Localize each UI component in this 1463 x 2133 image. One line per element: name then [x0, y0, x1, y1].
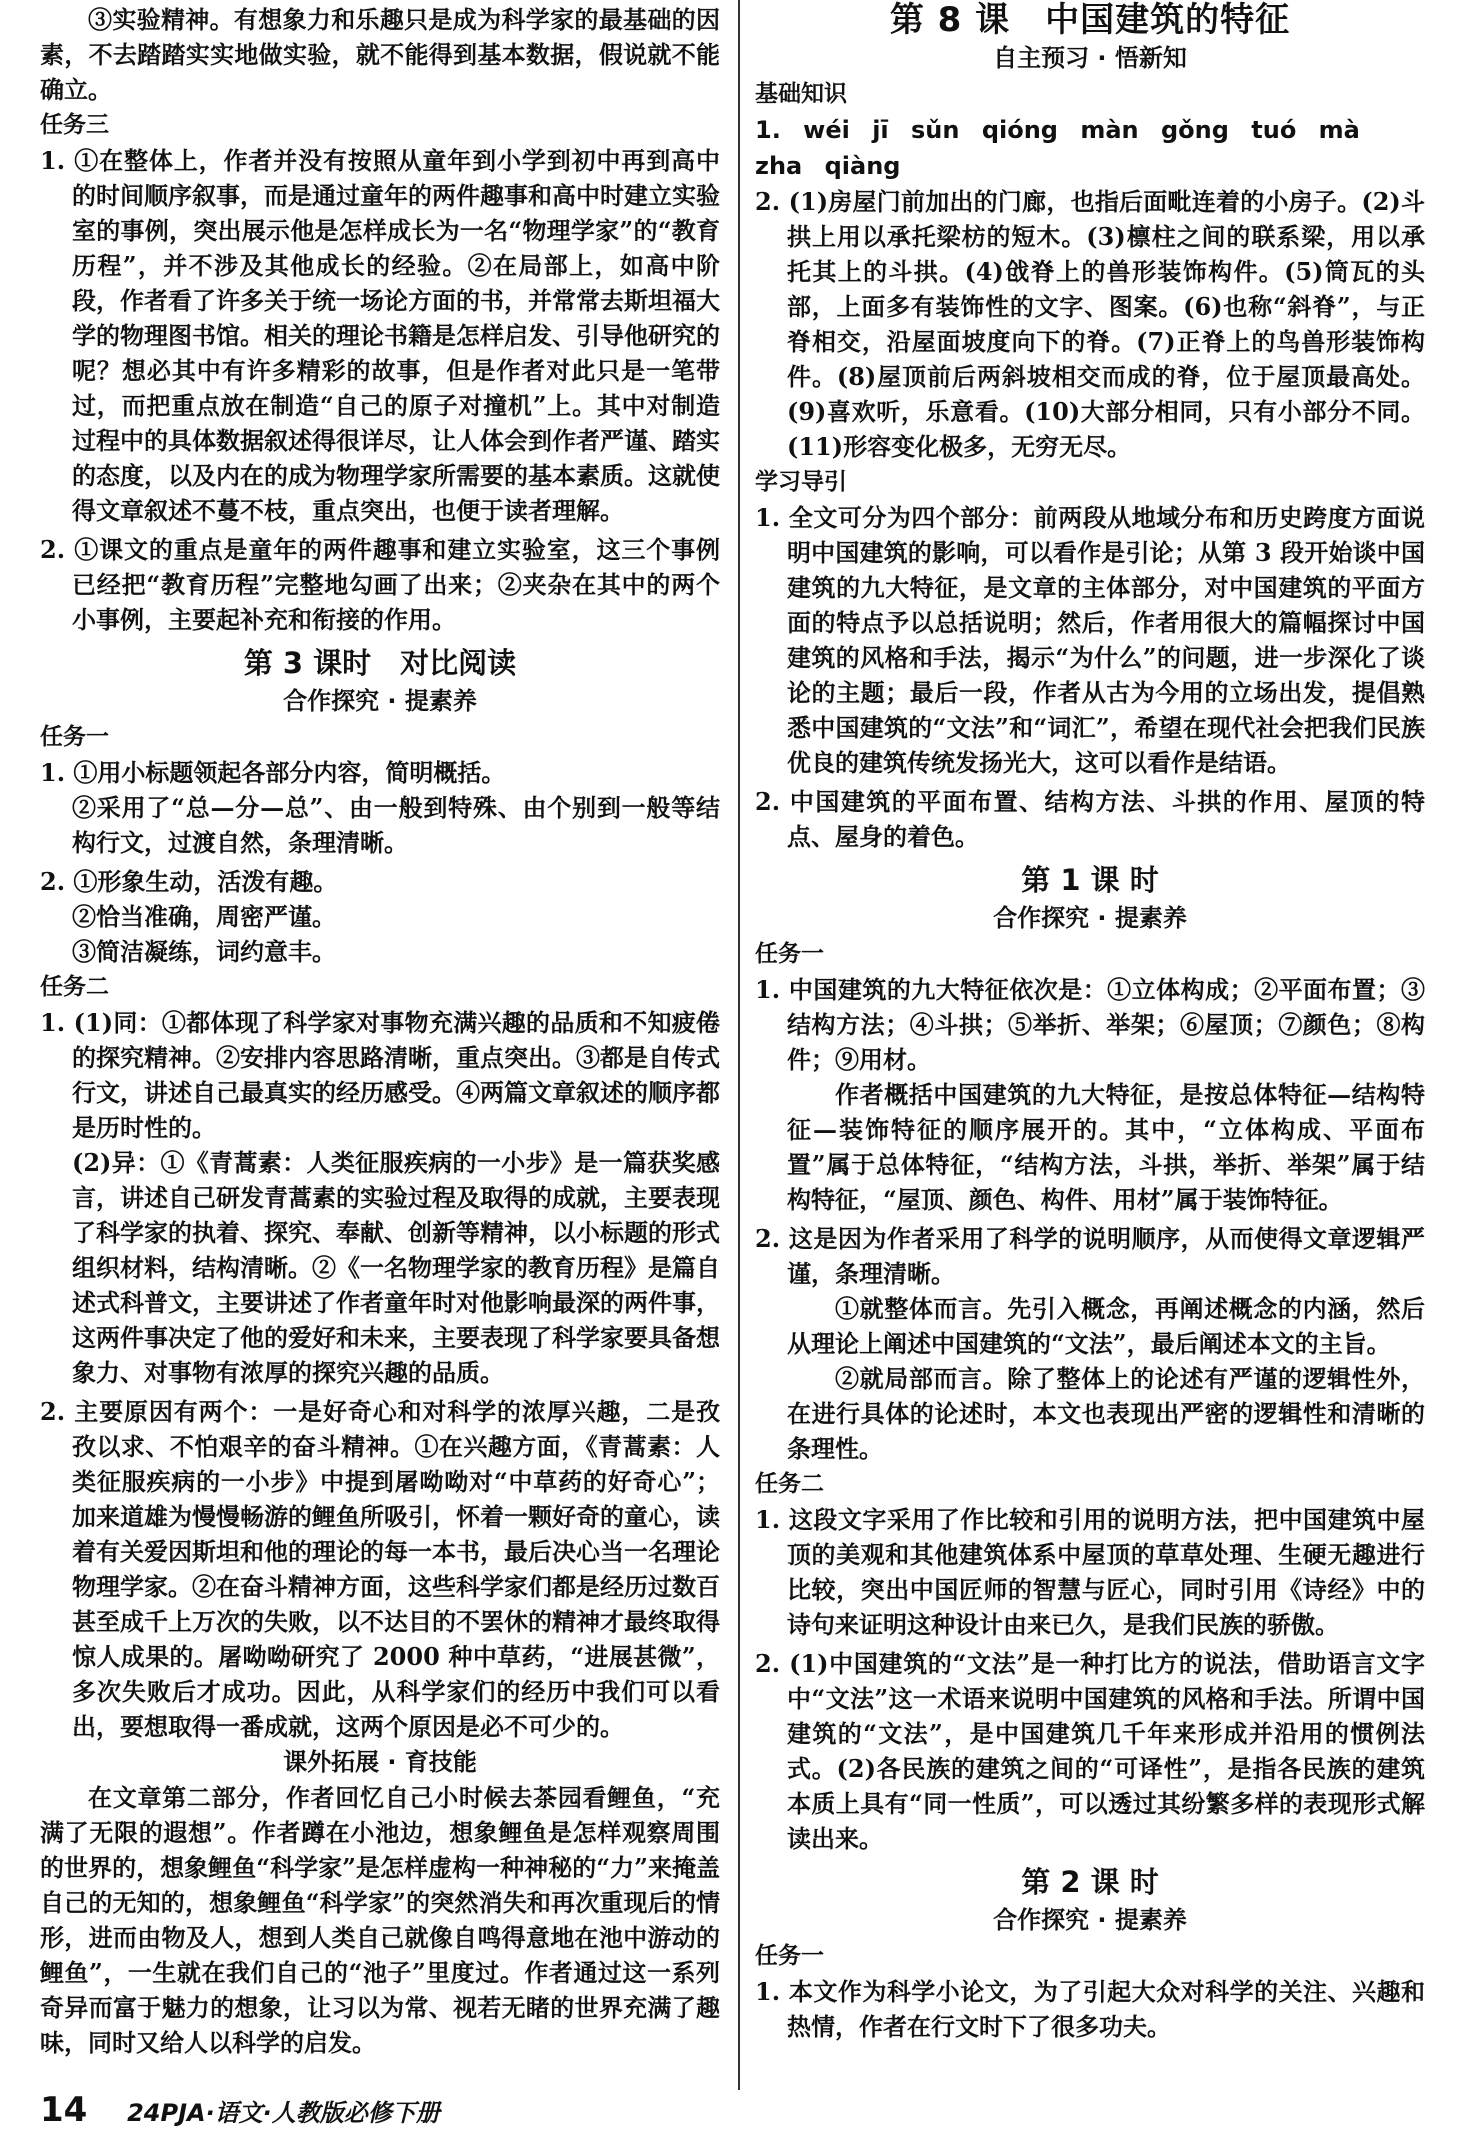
l1-task1-answer-1b: 作者概括中国建筑的九大特征，是按总体特征—结构特征—装饰特征的顺序展开的。其中，“立体构成、平面布置”属于总体特征，“结构方法，斗拱，举折、举架”属于结构特征，“屋顶、颜色、构件、用材”属于装饰特征。: [787, 1080, 1425, 1214]
intro-paragraph: ③实验精神。有想象力和乐趣只是成为科学家的最基础的因素，不去踏踏实实地做实验，就不能得到基本数据，假说就不能确立。: [40, 5, 720, 104]
page-footer: [40, 2090, 440, 2133]
lesson3-title: 第 3 课时 对比阅读: [243, 646, 517, 680]
column-divider: [738, 0, 740, 2090]
lesson2-title: 第 2 课 时: [1021, 1865, 1159, 1899]
task1-answer-1b: ②采用了“总—分—总”、由一般到特殊、由个别到一般等结构行文，过渡自然，条理清晰。: [72, 793, 720, 857]
lesson1-section: 合作探究 · 提素养: [993, 904, 1187, 932]
l1-task2-answer-2: 2. (1)中国建筑的“文法”是一种打比方的说法，借助语言文字中“文法”这一术语来说明中国建筑的风格和手法。所谓中国建筑的“文法”，是中国建筑几千年来形成并沿用的惯例法式。(2)各民族的建筑之间的“可译性”，是指各民族的建筑本质上具有“同一性质”，可以透过其纷繁多样的表现形式解读出来。: [755, 1649, 1425, 1853]
task3-answer-1: 1. ①在整体上，作者并没有按照从童年到小学到初中再到高中的时间顺序叙事，而是通过童年的两件趣事和高中时建立实验室的事例，突出展示他是怎样成长为一名“物理学家”的“教育历程”，并不涉及其他成长的经验。②在局部上，如高中阶段，作者看了许多关于统一场论方面的书，并常常去斯坦福大学的物理图书馆。相关的理论书籍是怎样启发、引导他研究的呢？想必其中有许多精彩的故事，但是作者对此只是一笔带过，而把重点放在制造“自己的原子对撞机”上。其中对制造过程中的具体数据叙述得很详尽，让人体会到作者严谨、踏实的态度，以及内在的成为物理学家所需要的基本素质。这就使得文章叙述不蔓不枝，重点突出，也便于读者理解。: [40, 146, 720, 525]
basic-knowledge-heading: 基础知识: [755, 81, 847, 107]
l1-task2-heading: 任务二: [755, 1471, 824, 1497]
task2-answer-1b: (2)异：①《青蒿素：人类征服疾病的一小步》是一篇获奖感言，讲述自己研发青蒿素的实验过程及取得的成就，主要表现了科学家的执着、探究、奉献、创新等精神，以小标题的形式组织材料，结构清晰。②《一名物理学家的教育历程》是篇自述式科普文，主要讲述了作者童年时对他影响最深的两件事，这两件事决定了他的爱好和未来，主要表现了科学家要具备想象力、对事物有浓厚的探究兴趣的品质。: [72, 1148, 720, 1387]
lesson1-title: 第 1 课 时: [1021, 863, 1159, 897]
task1-answer-2b: ②恰当准确，周密严谨。: [72, 902, 336, 931]
l2-task1-answer-1: 1. 本文作为科学小论文，为了引起大众对科学的关注、兴趣和热情，作者在行文时下了很多功夫。: [755, 1977, 1425, 2041]
task2-heading: 任务二: [40, 974, 109, 1000]
guide-heading: 学习导引: [755, 469, 847, 495]
basic-answer-2: 2. (1)房屋门前加出的门廊，也指后面毗连着的小房子。(2)斗拱上用以承托梁枋的短木。(3)檩柱之间的联系梁，用以承托其上的斗拱。(4)戗脊上的兽形装饰构件。(5)筒瓦的头部，上面多有装饰性的文字、图案。(6)也称“斜脊”，与正脊相交，沿屋面坡度向下的脊。(7)正脊上的鸟兽形装饰构件。(8)屋顶前后两斜坡相交而成的脊，位于屋顶最高处。(9)喜欢听，乐意看。(10)大部分相同，只有小部分不同。(11)形容变化极多，无穷无尽。: [755, 187, 1425, 461]
task3-answer-2: 2. ①课文的重点是童年的两件趣事和建立实验室，这三个事例已经把“教育历程”完整地勾画了出来；②夹杂在其中的两个小事例，主要起补充和衔接的作用。: [40, 535, 720, 634]
task2-answer-1a: 1. (1)同：①都体现了科学家对事物充满兴趣的品质和不知疲倦的探究精神。②安排内容思路清晰，重点突出。③都是自传式行文，讲述自己最真实的经历感受。④两篇文章叙述的顺序都是历时性的。: [40, 1008, 720, 1142]
footer-text: 24PJA·语文·人教版必修下册: [127, 2099, 440, 2127]
task1-answer-2c: ③简洁凝练，词约意丰。: [72, 937, 336, 966]
page-number: 14: [40, 2090, 88, 2130]
extension-paragraph: 在文章第二部分，作者回忆自己小时候去茶园看鲤鱼，“充满了无限的遐想”。作者蹲在小池边，想象鲤鱼是怎样观察周围的世界的，想象鲤鱼“科学家”是怎样虚构一种神秘的“力”来掩盖自己的无知的，想象鲤鱼“科学家”的突然消失和再次重现后的情形，进而由物及人，想到人类自己就像自鸣得意地在池中游动的鲤鱼”，一生就在我们自己的“池子”里度过。作者通过这一系列奇异而富于魅力的想象，让习以为常、视若无睹的世界充满了趣味，同时又给人以科学的启发。: [40, 1783, 720, 2057]
left-column: [40, 0, 720, 2060]
task1-answer-2a: 2. ①形象生动，活泼有趣。: [40, 867, 338, 896]
l2-task1-heading: 任务一: [755, 1943, 824, 1969]
chapter-title: 第 8 课 中国建筑的特征: [889, 0, 1291, 40]
task1-heading: 任务一: [40, 724, 109, 750]
task2-answer-2: 2. 主要原因有两个：一是好奇心和对科学的浓厚兴趣，二是孜孜以求、不怕艰辛的奋斗精神。①在兴趣方面，《青蒿素：人类征服疾病的一小步》中提到屠呦呦对“中草药的好奇心”；加来道雄为慢慢畅游的鲤鱼所吸引，怀着一颗好奇的童心，读着有关爱因斯坦和他的理论的每一本书，最后决心当一名理论物理学家。②在奋斗精神方面，这些科学家们都是经历过数百甚至成千上万次的失败，以不达目的不罢休的精神才最终取得惊人成果的。屠呦呦研究了 2000 种中草药，“进展甚微”，多次失败后才成功。因此，从科学家们的经历中我们可以看出，要想取得一番成就，这两个原因是必不可少的。: [40, 1397, 720, 1741]
l1-task1-heading: 任务一: [755, 941, 824, 967]
task1-answer-1a: 1. ①用小标题领起各部分内容，简明概括。: [40, 758, 506, 787]
pinyin-answers: 1. wéi jī sǔn qióng màn gǒng tuó mà zha qiàng: [755, 116, 1360, 180]
l1-task1-answer-1: 1. 中国建筑的九大特征依次是：①立体构成；②平面布置；③结构方法；④斗拱；⑤举折、举架；⑥屋顶；⑦颜色；⑧构件；⑨用材。: [755, 975, 1425, 1074]
task3-heading: 任务三: [40, 112, 109, 138]
l1-task1-answer-2: 2. 这是因为作者采用了科学的说明顺序，从而使得文章逻辑严谨，条理清晰。: [755, 1224, 1425, 1288]
lesson2-section: 合作探究 · 提素养: [993, 1906, 1187, 1934]
l1-task1-answer-2b: ①就整体而言。先引入概念，再阐述概念的内涵，然后从理论上阐述中国建筑的“文法”，最后阐述本文的主旨。: [787, 1294, 1425, 1358]
l1-task2-answer-1: 1. 这段文字采用了作比较和引用的说明方法，把中国建筑中屋顶的美观和其他建筑体系中屋顶的草草处理、生硬无趣进行比较，突出中国匠师的智慧与匠心，同时引用《诗经》中的诗句来证明这种设计由来已久，是我们民族的骄傲。: [755, 1505, 1425, 1639]
right-column: [755, 0, 1425, 2044]
guide-answer-2: 2. 中国建筑的平面布置、结构方法、斗拱的作用、屋顶的特点、屋身的着色。: [755, 787, 1425, 851]
lesson3-section: 合作探究 · 提素养: [283, 687, 477, 715]
guide-answer-1: 1. 全文可分为四个部分：前两段从地域分布和历史跨度方面说明中国建筑的影响，可以看作是引论；从第 3 段开始谈中国建筑的九大特征，是文章的主体部分，对中国建筑的平面方面的特点予以总括说明；然后，作者用很大的篇幅探讨中国建筑的风格和手法，揭示“为什么”的问题，进一步深化了谈论的主题；最后一段，作者从古为今用的立场出发，提倡熟悉中国建筑的“文法”和“词汇”，希望在现代社会把我们民族优良的建筑传统发扬光大，这可以看作是结语。: [755, 503, 1425, 777]
preview-section: 自主预习 · 悟新知: [993, 44, 1187, 72]
extension-section: 课外拓展 · 育技能: [283, 1748, 477, 1776]
l1-task1-answer-2c: ②就局部而言。除了整体上的论述有严谨的逻辑性外，在进行具体的论述时，本文也表现出严密的逻辑性和清晰的条理性。: [787, 1364, 1425, 1463]
